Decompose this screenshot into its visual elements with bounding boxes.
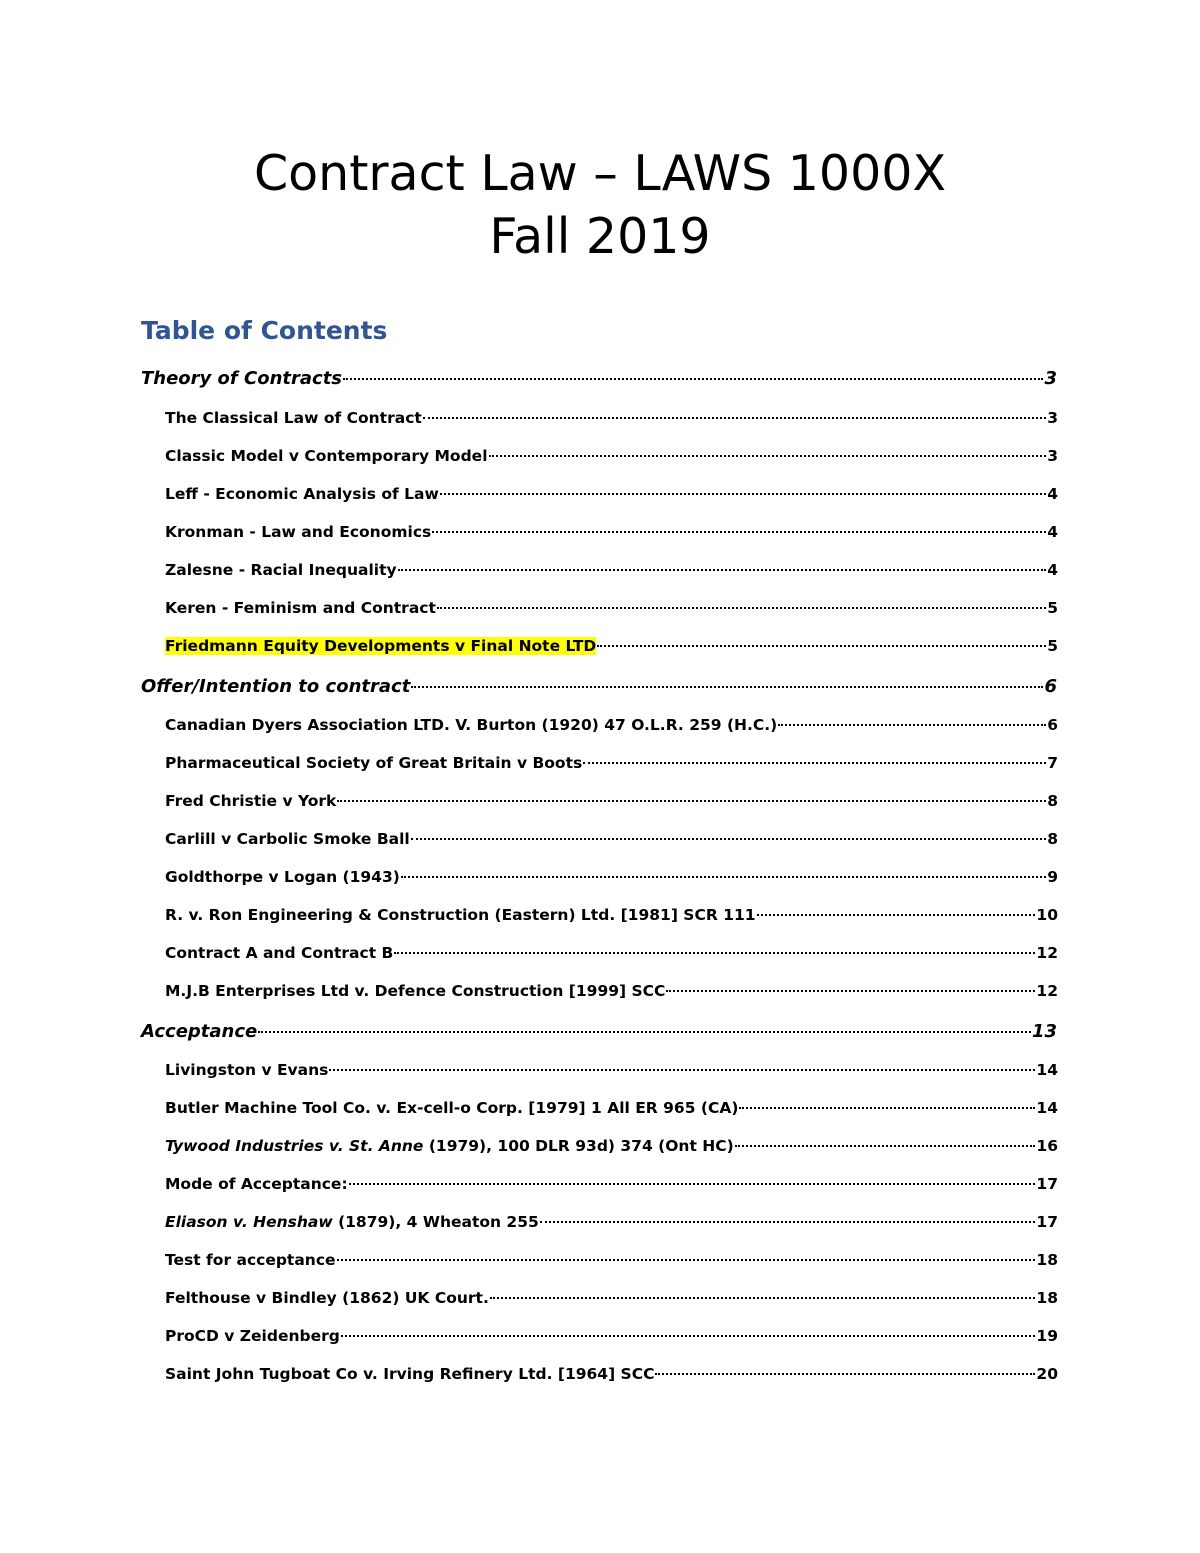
- dot-leader: [394, 951, 1035, 954]
- toc-subentry-label: R. v. Ron Engineering & Construction (Eastern) Ltd. [1981] SCR 111: [165, 906, 756, 924]
- dot-leader: [337, 1258, 1036, 1261]
- toc-subentry[interactable]: [165, 754, 1058, 772]
- dot-leader: [490, 1296, 1036, 1299]
- toc-citation: (1979), 100 DLR 93d) 374 (Ont HC): [423, 1137, 734, 1155]
- toc-subentry-label: Test for acceptance: [165, 1251, 336, 1269]
- dot-leader: [489, 454, 1047, 457]
- dot-leader: [401, 875, 1046, 878]
- toc-section-label: Offer/Intention to contract: [141, 676, 411, 697]
- toc-page-number: 3: [1044, 368, 1057, 389]
- toc-page-number: 3: [1047, 409, 1058, 427]
- toc-subentry[interactable]: [165, 1137, 1058, 1155]
- toc-page-number: 6: [1044, 676, 1057, 697]
- toc-subentry-label: Zalesne - Racial Inequality: [165, 561, 397, 579]
- toc-page-number: 9: [1047, 868, 1058, 886]
- toc-page-number: 14: [1036, 1099, 1058, 1117]
- toc-subentry-label: [165, 1137, 734, 1155]
- toc-subentry-label: Saint John Tugboat Co v. Irving Refinery Ltd. [1964] SCC: [165, 1365, 655, 1383]
- document-title-line-1: Contract Law – LAWS 1000X: [253, 145, 947, 202]
- toc-page-number: 19: [1036, 1327, 1058, 1345]
- dot-leader: [655, 1372, 1035, 1375]
- toc-subentry-label: Canadian Dyers Association LTD. V. Burton (1920) 47 O.L.R. 259 (H.C.): [165, 716, 778, 734]
- toc-page-number: 4: [1047, 485, 1058, 503]
- toc-subentry[interactable]: [165, 868, 1058, 886]
- dot-leader: [411, 837, 1046, 840]
- toc-subentry[interactable]: [165, 1061, 1058, 1079]
- toc-page-number: 8: [1047, 830, 1058, 848]
- dot-leader: [437, 606, 1046, 609]
- toc-subentry-label: Classic Model v Contemporary Model: [165, 447, 488, 465]
- dot-leader: [343, 377, 1043, 380]
- toc-subentry-label: Butler Machine Tool Co. v. Ex-cell-o Corp. [1979] 1 All ER 965 (CA): [165, 1099, 739, 1117]
- toc-section-entry[interactable]: [141, 1021, 1057, 1042]
- toc-subentry-label: Fred Christie v York: [165, 792, 337, 810]
- toc-page-number: 8: [1047, 792, 1058, 810]
- toc-subentry[interactable]: [165, 599, 1058, 617]
- toc-page-number: 7: [1047, 754, 1058, 772]
- toc-subentry-label: M.J.B Enterprises Ltd v. Defence Construction [1999] SCC: [165, 982, 666, 1000]
- toc-page-number: 3: [1047, 447, 1058, 465]
- toc-section-label: Acceptance: [141, 1021, 258, 1042]
- dot-leader: [757, 913, 1036, 916]
- toc-page-number: 6: [1047, 716, 1058, 734]
- dot-leader: [597, 644, 1046, 647]
- toc-section-label: Theory of Contracts: [141, 368, 343, 389]
- toc-subentry-label: Leff - Economic Analysis of Law: [165, 485, 439, 503]
- toc-page-number: 18: [1036, 1251, 1058, 1269]
- dot-leader: [398, 568, 1047, 571]
- toc-subentry[interactable]: [165, 523, 1058, 541]
- dot-leader: [666, 989, 1035, 992]
- dot-leader: [423, 416, 1046, 419]
- toc-subentry[interactable]: [165, 1175, 1058, 1193]
- toc-page-number: 5: [1047, 637, 1058, 655]
- toc-page-number: 4: [1047, 523, 1058, 541]
- toc-subentry-label: Carlill v Carbolic Smoke Ball: [165, 830, 410, 848]
- toc-subentry[interactable]: [165, 1327, 1058, 1345]
- dot-leader: [341, 1334, 1036, 1337]
- dot-leader: [440, 492, 1046, 495]
- dot-leader: [739, 1106, 1035, 1109]
- toc-subentry[interactable]: [165, 637, 1058, 655]
- toc-page-number: 5: [1047, 599, 1058, 617]
- toc-subentry[interactable]: [165, 716, 1058, 734]
- toc-page-number: 13: [1031, 1021, 1057, 1042]
- document-title-line-2: Fall 2019: [489, 208, 711, 265]
- toc-subentry[interactable]: [165, 409, 1058, 427]
- toc-page-number: 12: [1036, 982, 1058, 1000]
- toc-subentry[interactable]: [165, 561, 1058, 579]
- dot-leader: [411, 685, 1043, 688]
- toc-page-number: 17: [1036, 1175, 1058, 1193]
- toc-subentry-label: Contract A and Contract B: [165, 944, 394, 962]
- toc-subentry-label: Keren - Feminism and Contract: [165, 599, 436, 617]
- toc-subentry[interactable]: [165, 906, 1058, 924]
- dot-leader: [337, 799, 1046, 802]
- dot-leader: [432, 530, 1046, 533]
- toc-case-name: Tywood Industries v. St. Anne: [165, 1137, 424, 1155]
- dot-leader: [329, 1068, 1035, 1071]
- toc-subentry[interactable]: [165, 1289, 1058, 1307]
- toc-heading: Table of Contents: [141, 316, 388, 345]
- toc-case-name: Eliason v. Henshaw: [165, 1213, 333, 1231]
- toc-subentry-label: Kronman - Law and Economics: [165, 523, 432, 541]
- toc-page-number: 10: [1036, 906, 1058, 924]
- toc-page-number: 16: [1036, 1137, 1058, 1155]
- toc-subentry[interactable]: [165, 447, 1058, 465]
- toc-subentry[interactable]: [165, 982, 1058, 1000]
- toc-subentry[interactable]: [165, 1365, 1058, 1383]
- toc-subentry[interactable]: [165, 1251, 1058, 1269]
- toc-page-number: 12: [1036, 944, 1058, 962]
- toc-subentry[interactable]: [165, 944, 1058, 962]
- toc-subentry-label: The Classical Law of Contract: [165, 409, 422, 427]
- dot-leader: [258, 1030, 1031, 1033]
- toc-page-number: 14: [1036, 1061, 1058, 1079]
- toc-subentry-label: Livingston v Evans: [165, 1061, 329, 1079]
- dot-leader: [735, 1144, 1036, 1147]
- dot-leader: [349, 1182, 1036, 1185]
- toc-page-number: 20: [1036, 1365, 1058, 1383]
- toc-section-entry[interactable]: [141, 368, 1057, 389]
- toc-subentry[interactable]: [165, 1213, 1058, 1231]
- toc-subentry-label: Goldthorpe v Logan (1943): [165, 868, 400, 886]
- dot-leader: [778, 723, 1046, 726]
- toc-subentry-label: Mode of Acceptance:: [165, 1175, 348, 1193]
- toc-subentry-label: [165, 1213, 539, 1231]
- toc-subentry-label: Friedmann Equity Developments v Final Note LTD: [165, 637, 597, 655]
- toc-subentry[interactable]: [165, 830, 1058, 848]
- dot-leader: [583, 761, 1046, 764]
- toc-subentry-label: Pharmaceutical Society of Great Britain v Boots: [165, 754, 583, 772]
- toc-page-number: 17: [1036, 1213, 1058, 1231]
- toc-subentry[interactable]: [165, 1099, 1058, 1117]
- toc-subentry[interactable]: [165, 792, 1058, 810]
- toc-subentry[interactable]: [165, 485, 1058, 503]
- toc-subentry-label: ProCD v Zeidenberg: [165, 1327, 340, 1345]
- toc-subentry-label: Felthouse v Bindley (1862) UK Court.: [165, 1289, 489, 1307]
- toc-citation: (1879), 4 Wheaton 255: [332, 1213, 539, 1231]
- dot-leader: [540, 1220, 1036, 1223]
- toc-page-number: 18: [1036, 1289, 1058, 1307]
- toc-page-number: 4: [1047, 561, 1058, 579]
- toc-section-entry[interactable]: [141, 676, 1057, 697]
